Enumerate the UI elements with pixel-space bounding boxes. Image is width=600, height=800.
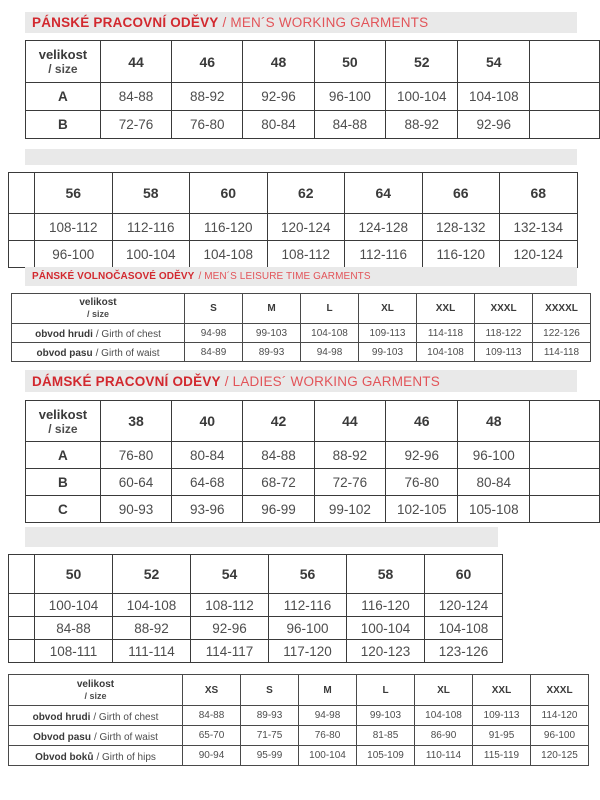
size-column-header: 52 — [113, 555, 191, 594]
size-value-cell: 92-96 — [458, 111, 530, 139]
size-value-cell: 94-98 — [299, 706, 357, 726]
size-column-header: 46 — [172, 41, 243, 83]
size-value-cell: 109-113 — [473, 706, 531, 726]
size-value-cell: 86-90 — [415, 726, 473, 746]
size-column-header: L — [301, 294, 359, 324]
size-value-cell: 132-134 — [500, 214, 578, 241]
size-value-cell: 95-99 — [241, 746, 299, 766]
table-row — [9, 726, 589, 746]
table-row — [9, 640, 503, 663]
size-value-cell: 64-68 — [172, 469, 243, 496]
size-column-header: 58 — [347, 555, 425, 594]
ladies-working-sizes-table-part2 — [8, 554, 503, 663]
table-row — [9, 617, 503, 640]
size-column-header: XXXXL — [533, 294, 591, 324]
size-value-cell: 112-116 — [269, 594, 347, 617]
cut-column-header — [530, 41, 600, 83]
size-label-line1: velikost — [38, 47, 88, 62]
size-value-cell: 71-75 — [241, 726, 299, 746]
size-value-cell: 105-109 — [357, 746, 415, 766]
cut-column-cell — [9, 241, 35, 268]
size-value-cell: 104-108 — [425, 617, 503, 640]
measurement-label-cell — [12, 343, 185, 362]
size-value-cell: 80-84 — [458, 469, 530, 496]
size-value-cell: 94-98 — [301, 343, 359, 362]
size-value-cell: 89-93 — [243, 343, 301, 362]
cut-column-cell — [9, 214, 35, 241]
size-value-cell: 60-64 — [100, 469, 171, 496]
size-value-cell: 124-128 — [345, 214, 423, 241]
size-column-header: XS — [183, 675, 241, 706]
size-value-cell: 88-92 — [113, 617, 191, 640]
size-value-cell: 76-80 — [172, 111, 243, 139]
size-value-cell: 84-88 — [100, 83, 171, 111]
size-label-line2: / size — [84, 690, 107, 701]
size-value-cell: 96-100 — [269, 617, 347, 640]
section-title-english: / MEN´S WORKING GARMENTS — [222, 15, 429, 30]
size-column-header: 60 — [190, 173, 268, 214]
size-column-header: 56 — [269, 555, 347, 594]
measurement-label-cell — [9, 746, 183, 766]
size-column-header: 68 — [500, 173, 578, 214]
size-column-header: 62 — [267, 173, 345, 214]
table-row — [9, 594, 503, 617]
size-column-header: 44 — [100, 41, 171, 83]
cut-column-cell — [530, 442, 600, 469]
size-value-cell: 76-80 — [386, 469, 458, 496]
size-value-cell: 108-112 — [267, 241, 345, 268]
cut-column-cell — [9, 617, 35, 640]
size-column-header: 44 — [314, 401, 386, 442]
size-column-header: XXXL — [475, 294, 533, 324]
size-column-header: XL — [359, 294, 417, 324]
cut-column-header — [9, 173, 35, 214]
size-value-cell: 116-120 — [190, 214, 268, 241]
size-value-cell: 68-72 — [243, 469, 314, 496]
size-value-cell: 65-70 — [183, 726, 241, 746]
bottom-measurements-table — [8, 674, 589, 766]
size-column-header: 42 — [243, 401, 314, 442]
size-value-cell: 100-104 — [347, 617, 425, 640]
size-value-cell: 81-85 — [357, 726, 415, 746]
cut-column-cell — [9, 640, 35, 663]
row-label-cell: A — [26, 442, 101, 469]
size-column-header: L — [357, 675, 415, 706]
cut-column-cell — [530, 496, 600, 523]
size-value-cell: 108-112 — [191, 594, 269, 617]
size-value-cell: 84-88 — [35, 617, 113, 640]
row-label-cell: B — [26, 111, 101, 139]
measurement-label-english: / Girth of chest — [95, 329, 161, 340]
cut-column-cell — [530, 111, 600, 139]
measurement-label-english: / Girth of waist — [93, 731, 158, 743]
table-row — [26, 111, 600, 139]
size-value-cell: 114-118 — [533, 343, 591, 362]
size-value-cell: 120-124 — [500, 241, 578, 268]
table-row — [26, 496, 600, 523]
size-value-cell: 110-114 — [415, 746, 473, 766]
size-label-line1: velikost — [76, 678, 115, 690]
size-value-cell: 104-108 — [458, 83, 530, 111]
measurement-label-czech: Obvod boků — [35, 751, 94, 763]
size-value-cell: 122-126 — [533, 324, 591, 343]
size-value-cell: 76-80 — [299, 726, 357, 746]
size-label-line1: velikost — [79, 297, 117, 308]
section-title-czech: PÁNSKÉ VOLNOČASOVÉ ODĚVY — [32, 271, 195, 282]
table-row — [26, 442, 600, 469]
mens-leisure-sizes-table — [11, 293, 591, 362]
measurement-label-cell — [12, 324, 185, 343]
size-value-cell: 93-96 — [172, 496, 243, 523]
size-value-cell: 84-88 — [314, 111, 386, 139]
size-value-cell: 114-118 — [417, 324, 475, 343]
size-column-header: 58 — [112, 173, 190, 214]
size-value-cell: 96-100 — [458, 442, 530, 469]
size-value-cell: 88-92 — [172, 83, 243, 111]
size-value-cell: 108-111 — [35, 640, 113, 663]
size-column-header: 48 — [458, 401, 530, 442]
size-value-cell: 92-96 — [386, 442, 458, 469]
size-value-cell: 100-104 — [299, 746, 357, 766]
table-row — [9, 746, 589, 766]
size-column-header: M — [299, 675, 357, 706]
size-column-header: 66 — [422, 173, 500, 214]
table-row — [9, 214, 578, 241]
size-value-cell: 96-100 — [531, 726, 589, 746]
measurement-label-czech: obvod hrudi — [35, 329, 93, 340]
size-column-header: 54 — [191, 555, 269, 594]
size-value-cell: 116-120 — [347, 594, 425, 617]
size-value-cell: 99-103 — [357, 706, 415, 726]
size-column-header: 54 — [458, 41, 530, 83]
size-value-cell: 76-80 — [100, 442, 171, 469]
size-value-cell: 100-104 — [386, 83, 458, 111]
size-value-cell: 80-84 — [243, 111, 314, 139]
divider-bar — [25, 149, 577, 165]
size-value-cell: 96-99 — [243, 496, 314, 523]
measurement-label-cell — [9, 726, 183, 746]
size-label-line2: / size — [86, 309, 109, 319]
divider-bar — [25, 527, 498, 547]
cut-column-cell — [9, 594, 35, 617]
size-column-header: XXL — [417, 294, 475, 324]
size-value-cell: 72-76 — [314, 469, 386, 496]
size-value-cell: 120-124 — [267, 214, 345, 241]
size-value-cell: 128-132 — [422, 214, 500, 241]
measurement-label-english: / Girth of waist — [95, 348, 160, 359]
size-value-cell: 120-125 — [531, 746, 589, 766]
size-column-header: 64 — [345, 173, 423, 214]
measurement-label-czech: Obvod pasu — [33, 731, 91, 743]
size-label-line2: / size — [48, 421, 78, 436]
size-value-cell: 104-108 — [113, 594, 191, 617]
size-column-header: 60 — [425, 555, 503, 594]
size-label-header — [26, 41, 101, 83]
size-value-cell: 84-88 — [183, 706, 241, 726]
size-value-cell: 109-113 — [359, 324, 417, 343]
table-row — [9, 706, 589, 726]
size-value-cell: 108-112 — [35, 214, 113, 241]
size-value-cell: 90-93 — [100, 496, 171, 523]
size-value-cell: 105-108 — [458, 496, 530, 523]
mens-working-sizes-table-part1 — [25, 40, 600, 139]
size-column-header: S — [185, 294, 243, 324]
size-value-cell: 104-108 — [415, 706, 473, 726]
size-value-cell: 99-103 — [359, 343, 417, 362]
size-column-header: 46 — [386, 401, 458, 442]
measurement-label-czech: obvod hrudi — [32, 711, 91, 723]
size-value-cell: 104-108 — [417, 343, 475, 362]
size-value-cell: 109-113 — [475, 343, 533, 362]
size-value-cell: 102-105 — [386, 496, 458, 523]
size-column-header: M — [243, 294, 301, 324]
size-value-cell: 111-114 — [113, 640, 191, 663]
size-value-cell: 112-116 — [112, 214, 190, 241]
size-value-cell: 99-103 — [243, 324, 301, 343]
size-value-cell: 72-76 — [100, 111, 171, 139]
size-value-cell: 94-98 — [185, 324, 243, 343]
section-header-mens-working — [25, 12, 577, 33]
size-column-header: 50 — [314, 41, 386, 83]
size-column-header: XXXL — [531, 675, 589, 706]
size-column-header: S — [241, 675, 299, 706]
section-title-czech: DÁMSKÉ PRACOVNÍ ODĚVY — [32, 373, 221, 389]
size-value-cell: 104-108 — [190, 241, 268, 268]
size-value-cell: 123-126 — [425, 640, 503, 663]
measurement-label-english: / Girth of chest — [93, 711, 159, 723]
measurement-label-cell — [9, 706, 183, 726]
size-column-header: XXL — [473, 675, 531, 706]
size-column-header: 50 — [35, 555, 113, 594]
section-header-ladies-working — [25, 370, 577, 392]
size-value-cell: 112-116 — [345, 241, 423, 268]
size-value-cell: 116-120 — [422, 241, 500, 268]
size-column-header: 40 — [172, 401, 243, 442]
size-value-cell: 90-94 — [183, 746, 241, 766]
size-label-header — [12, 294, 185, 324]
size-value-cell: 115-119 — [473, 746, 531, 766]
size-value-cell: 104-108 — [301, 324, 359, 343]
section-title-czech: PÁNSKÉ PRACOVNÍ ODĚVY — [32, 15, 219, 30]
size-column-header: 56 — [35, 173, 113, 214]
size-label-line1: velikost — [38, 406, 88, 422]
size-value-cell: 118-122 — [475, 324, 533, 343]
size-value-cell: 99-102 — [314, 496, 386, 523]
measurement-label-english: / Girth of hips — [96, 751, 156, 763]
table-row — [9, 241, 578, 268]
table-row — [26, 83, 600, 111]
cut-column-header — [530, 401, 600, 442]
cut-column-cell — [530, 83, 600, 111]
size-value-cell: 100-104 — [35, 594, 113, 617]
size-value-cell: 84-89 — [185, 343, 243, 362]
size-column-header: XL — [415, 675, 473, 706]
size-label-header — [26, 401, 101, 442]
section-title-english: / MEN´S LEISURE TIME GARMENTS — [198, 271, 371, 282]
row-label-cell: B — [26, 469, 101, 496]
cut-column-cell — [530, 469, 600, 496]
table-row — [12, 324, 591, 343]
size-column-header: 38 — [100, 401, 171, 442]
size-label-header — [9, 675, 183, 706]
section-title-english: / LADIES´ WORKING GARMENTS — [224, 373, 440, 389]
size-column-header: 52 — [386, 41, 458, 83]
size-value-cell: 88-92 — [314, 442, 386, 469]
ladies-working-sizes-table-part1 — [25, 400, 600, 523]
size-value-cell: 114-120 — [531, 706, 589, 726]
size-value-cell: 117-120 — [269, 640, 347, 663]
cut-column-header — [9, 555, 35, 594]
row-label-cell: A — [26, 83, 101, 111]
size-value-cell: 91-95 — [473, 726, 531, 746]
table-row — [26, 469, 600, 496]
size-value-cell: 80-84 — [172, 442, 243, 469]
size-value-cell: 100-104 — [112, 241, 190, 268]
row-label-cell: C — [26, 496, 101, 523]
size-column-header: 48 — [243, 41, 314, 83]
mens-working-sizes-table-part2 — [8, 172, 578, 268]
size-label-line2: / size — [48, 62, 78, 76]
measurement-label-czech: obvod pasu — [36, 348, 93, 359]
size-value-cell: 120-124 — [425, 594, 503, 617]
size-value-cell: 92-96 — [243, 83, 314, 111]
size-value-cell: 96-100 — [314, 83, 386, 111]
size-value-cell: 120-123 — [347, 640, 425, 663]
size-value-cell: 96-100 — [35, 241, 113, 268]
section-header-mens-leisure — [25, 267, 577, 286]
table-row — [12, 343, 591, 362]
size-value-cell: 88-92 — [386, 111, 458, 139]
size-value-cell: 114-117 — [191, 640, 269, 663]
size-value-cell: 84-88 — [243, 442, 314, 469]
size-value-cell: 89-93 — [241, 706, 299, 726]
size-value-cell: 92-96 — [191, 617, 269, 640]
